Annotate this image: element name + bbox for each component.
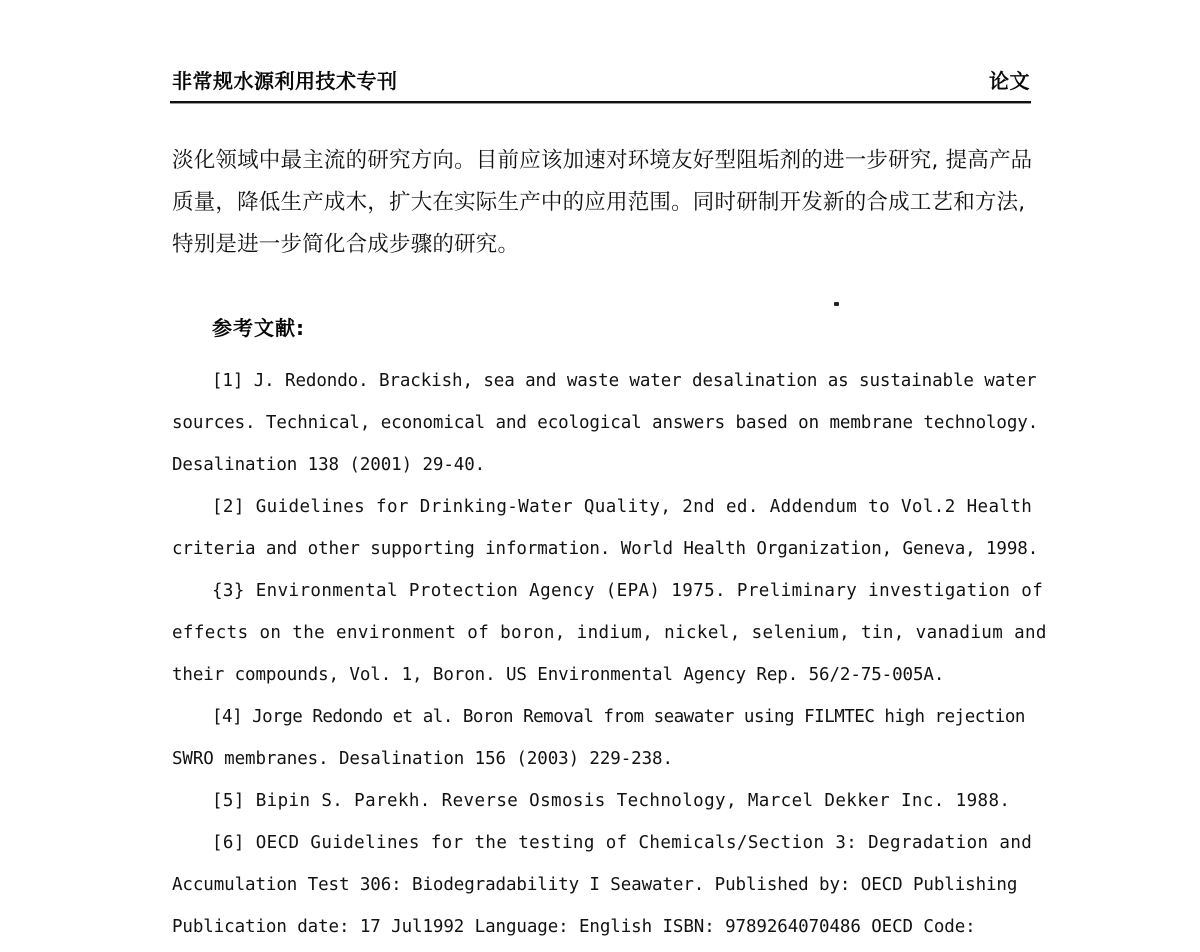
reference-line: Publication date: 17 Jul1992 Language: English ISBN: 9789264070486 OECD Code: (172, 917, 976, 937)
reference-line: Desalination 138 (2001) 29-40. (172, 455, 486, 475)
reference-line: criteria and other supporting information. World Health Organization, Geneva, 1998. (172, 539, 1039, 559)
reference-line: their compounds, Vol. 1, Boron. US Environmental Agency Rep. 56/2-75-005A. (172, 665, 945, 685)
body-paragraph-line: 淡化领域中最主流的研究方向。目前应该加速对环境友好型阻垢剂的进一步研究, 提高产品 (172, 148, 1033, 173)
reference-line: Accumulation Test 306: Biodegradability I Seawater. Published by: OECD Publishing (172, 875, 1018, 895)
page-header (172, 70, 1030, 92)
body-paragraph-line: 特别是进一步简化合成步骤的研究。 (172, 232, 520, 257)
reference-line: {3} Environmental Protection Agency (EPA) 1975. Preliminary investigation of (212, 581, 1044, 601)
reference-line: [1] J. Redondo. Brackish, sea and waste water desalination as sustainable water (212, 371, 1037, 391)
reference-line: effects on the environment of boron, indium, nickel, selenium, tin, vanadium and (172, 623, 1047, 643)
reference-line: [4] Jorge Redondo et al. Boron Removal from seawater using FILMTEC high rejection (212, 707, 1025, 727)
references-heading: 参考文献: (212, 316, 305, 340)
body-paragraph-line: 质量，降低生产成木，扩大在实际生产中的应用范围。同时研制开发新的合成工艺和方法, (172, 190, 1026, 215)
header-divider-rule (170, 101, 1031, 103)
header-section-label: 论文 (989, 69, 1030, 93)
references-list (172, 360, 1047, 948)
body-paragraph (172, 140, 1033, 266)
header-journal-title: 非常规水源利用技术专刊 (172, 69, 398, 93)
reference-line: [5] Bipin S. Parekh. Reverse Osmosis Technology, Marcel Dekker Inc. 1988. (212, 791, 1011, 811)
reference-line: [6] OECD Guidelines for the testing of Chemicals/Section 3: Degradation and (212, 833, 1033, 853)
reference-line: [2] Guidelines for Drinking-Water Quality, 2nd ed. Addendum to Vol.2 Health (212, 497, 1033, 517)
scan-speck-artifact (834, 302, 839, 306)
reference-line: sources. Technical, economical and ecological answers based on membrane technology. (172, 413, 1039, 433)
reference-line: SWRO membranes. Desalination 156 (2003) 229-238. (172, 749, 673, 769)
